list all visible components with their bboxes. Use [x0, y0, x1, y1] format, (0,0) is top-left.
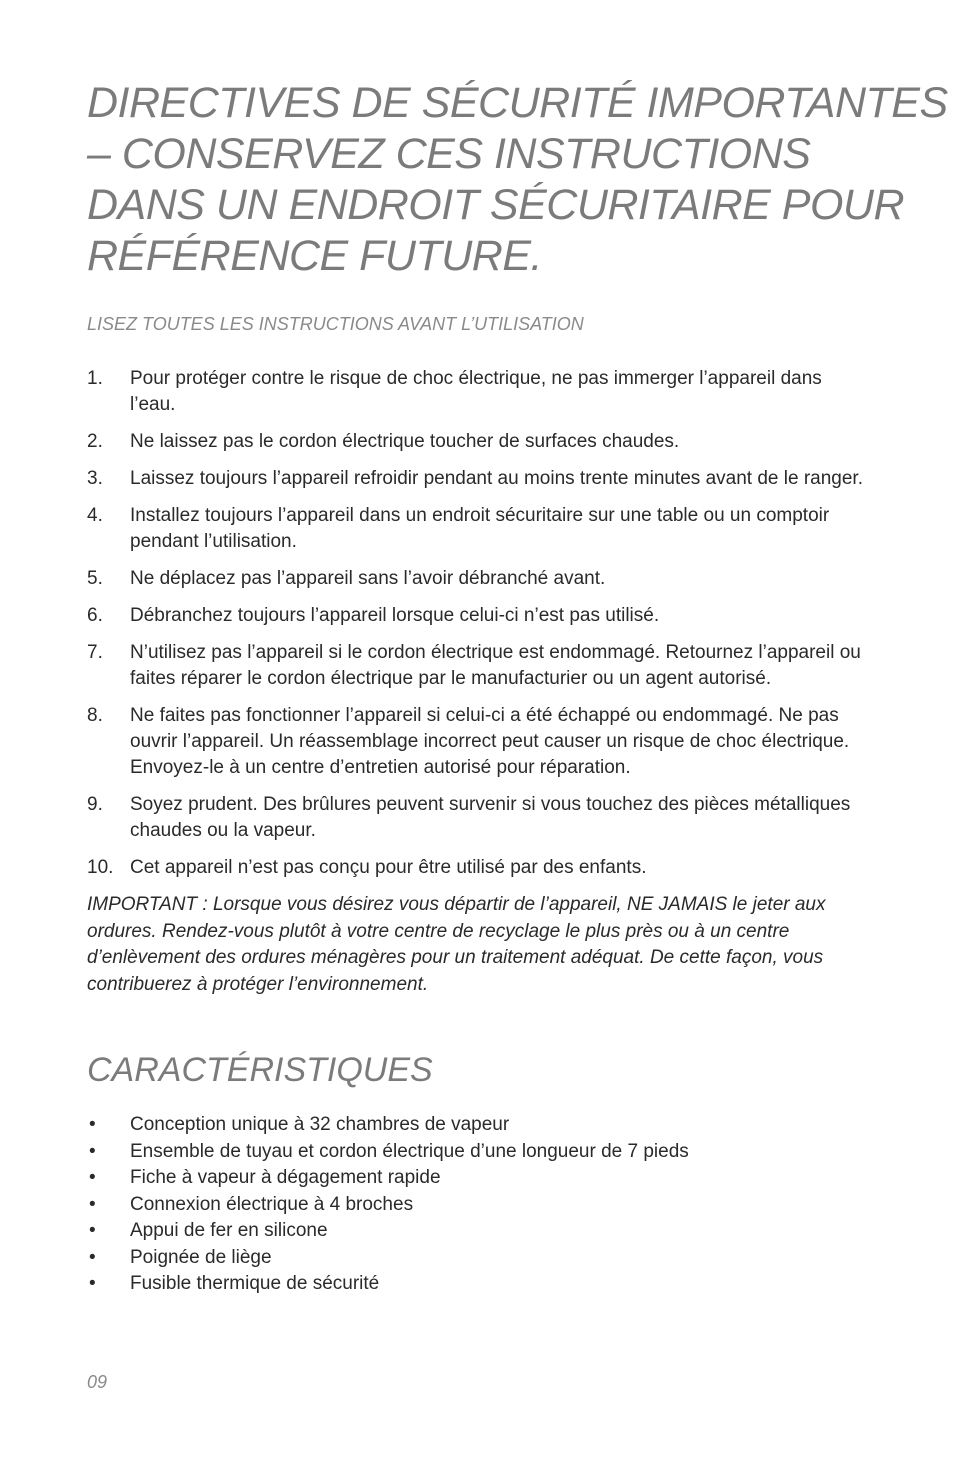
features-heading: CARACTÉRISTIQUES	[87, 1051, 433, 1089]
important-disposal-note: IMPORTANT : Lorsque vous désirez vous départir de l’appareil, NE JAMAIS le jeter aux ordures. Rendez-vous plutôt à votre centre de recyclage le plus près ou à un centre d’enlèvement des ordures ménagères pour un traitement adéquat. De cette façon, vous contribuerez à protéger l’environnement.	[87, 894, 826, 995]
bullet-icon: •	[89, 1114, 96, 1135]
feature-item	[87, 1139, 867, 1166]
rule-number: 7.	[87, 642, 103, 663]
rule-text: Ne déplacez pas l’appareil sans l’avoir débranché avant.	[130, 568, 606, 589]
safety-rule-item	[87, 466, 867, 492]
safety-rule-item	[87, 366, 867, 418]
rule-number: 6.	[87, 605, 103, 626]
page-title-line: DANS UN ENDROIT SÉCURITAIRE POUR	[87, 181, 904, 229]
feature-item	[87, 1165, 867, 1192]
safety-rule-item	[87, 855, 867, 881]
safety-rule-item	[87, 640, 867, 692]
rule-number: 4.	[87, 505, 103, 526]
bullet-icon: •	[89, 1167, 96, 1188]
page-title-line: DIRECTIVES DE SÉCURITÉ IMPORTANTES	[87, 79, 948, 127]
read-instructions-subtitle: LISEZ TOUTES LES INSTRUCTIONS AVANT L’UTILISATION	[87, 314, 584, 334]
rule-text: Soyez prudent. Des brûlures peuvent survenir si vous touchez des pièces métalliques chaudes ou la vapeur.	[130, 794, 851, 841]
feature-text: Fusible thermique de sécurité	[130, 1273, 380, 1294]
safety-rule-item	[87, 566, 867, 592]
bullet-icon: •	[89, 1220, 96, 1241]
feature-item	[87, 1245, 867, 1272]
safety-rule-item	[87, 603, 867, 629]
rule-text: Pour protéger contre le risque de choc électrique, ne pas immerger l’appareil dans l’eau.	[130, 368, 822, 415]
features-list	[87, 1112, 867, 1298]
rule-text: Débranchez toujours l’appareil lorsque celui-ci n’est pas utilisé.	[130, 605, 660, 626]
feature-item	[87, 1271, 867, 1298]
rule-number: 10.	[87, 857, 114, 878]
rule-text: Installez toujours l’appareil dans un endroit sécuritaire sur une table ou un comptoir pendant l’utilisation.	[130, 505, 830, 552]
safety-rules-list	[87, 366, 867, 881]
rule-number: 9.	[87, 794, 103, 815]
feature-text: Poignée de liège	[130, 1246, 272, 1268]
page-title-line: – CONSERVEZ CES INSTRUCTIONS	[87, 130, 811, 178]
safety-rule-item	[87, 429, 867, 455]
bullet-icon: •	[89, 1246, 96, 1268]
feature-item	[87, 1218, 867, 1245]
feature-item	[87, 1112, 867, 1139]
bullet-icon: •	[89, 1193, 96, 1215]
rule-text: Ne laissez pas le cordon électrique toucher de surfaces chaudes.	[130, 431, 680, 452]
page-title-line: RÉFÉRENCE FUTURE.	[87, 232, 542, 280]
bullet-icon: •	[89, 1273, 96, 1294]
rule-text: N’utilisez pas l’appareil si le cordon électrique est endommagé. Retournez l’appareil ou faites réparer le cordon électrique par le manufacturier ou un agent autorisé.	[130, 642, 861, 689]
feature-text: Connexion électrique à 4 broches	[130, 1193, 414, 1215]
safety-rule-item	[87, 792, 867, 844]
rule-text: Cet appareil n’est pas conçu pour être utilisé par des enfants.	[130, 857, 647, 878]
rule-text: Laissez toujours l’appareil refroidir pendant au moins trente minutes avant de le ranger.	[130, 468, 863, 489]
rule-number: 5.	[87, 568, 103, 589]
feature-text: Appui de fer en silicone	[130, 1220, 328, 1241]
page-title	[87, 78, 948, 282]
rule-number: 3.	[87, 468, 103, 489]
rule-text: Ne faites pas fonctionner l’appareil si celui-ci a été échappé ou endommagé. Ne pas ouvrir l’appareil. Un réassemblage incorrect peut causer un risque de choc électrique. Envoyez-le à un centre d’entretien autorisé pour réparation.	[130, 705, 850, 778]
bullet-icon: •	[89, 1140, 96, 1162]
safety-rule-item	[87, 703, 867, 781]
rule-number: 8.	[87, 705, 103, 726]
feature-item	[87, 1192, 867, 1219]
feature-text: Conception unique à 32 chambres de vapeur	[130, 1114, 510, 1135]
rule-number: 2.	[87, 431, 103, 452]
safety-rule-item	[87, 503, 867, 555]
feature-text: Fiche à vapeur à dégagement rapide	[130, 1167, 441, 1188]
rule-number: 1.	[87, 368, 103, 389]
document-page	[87, 78, 948, 1298]
page-number: 09	[87, 1372, 108, 1392]
feature-text: Ensemble de tuyau et cordon électrique d’une longueur de 7 pieds	[130, 1140, 689, 1162]
